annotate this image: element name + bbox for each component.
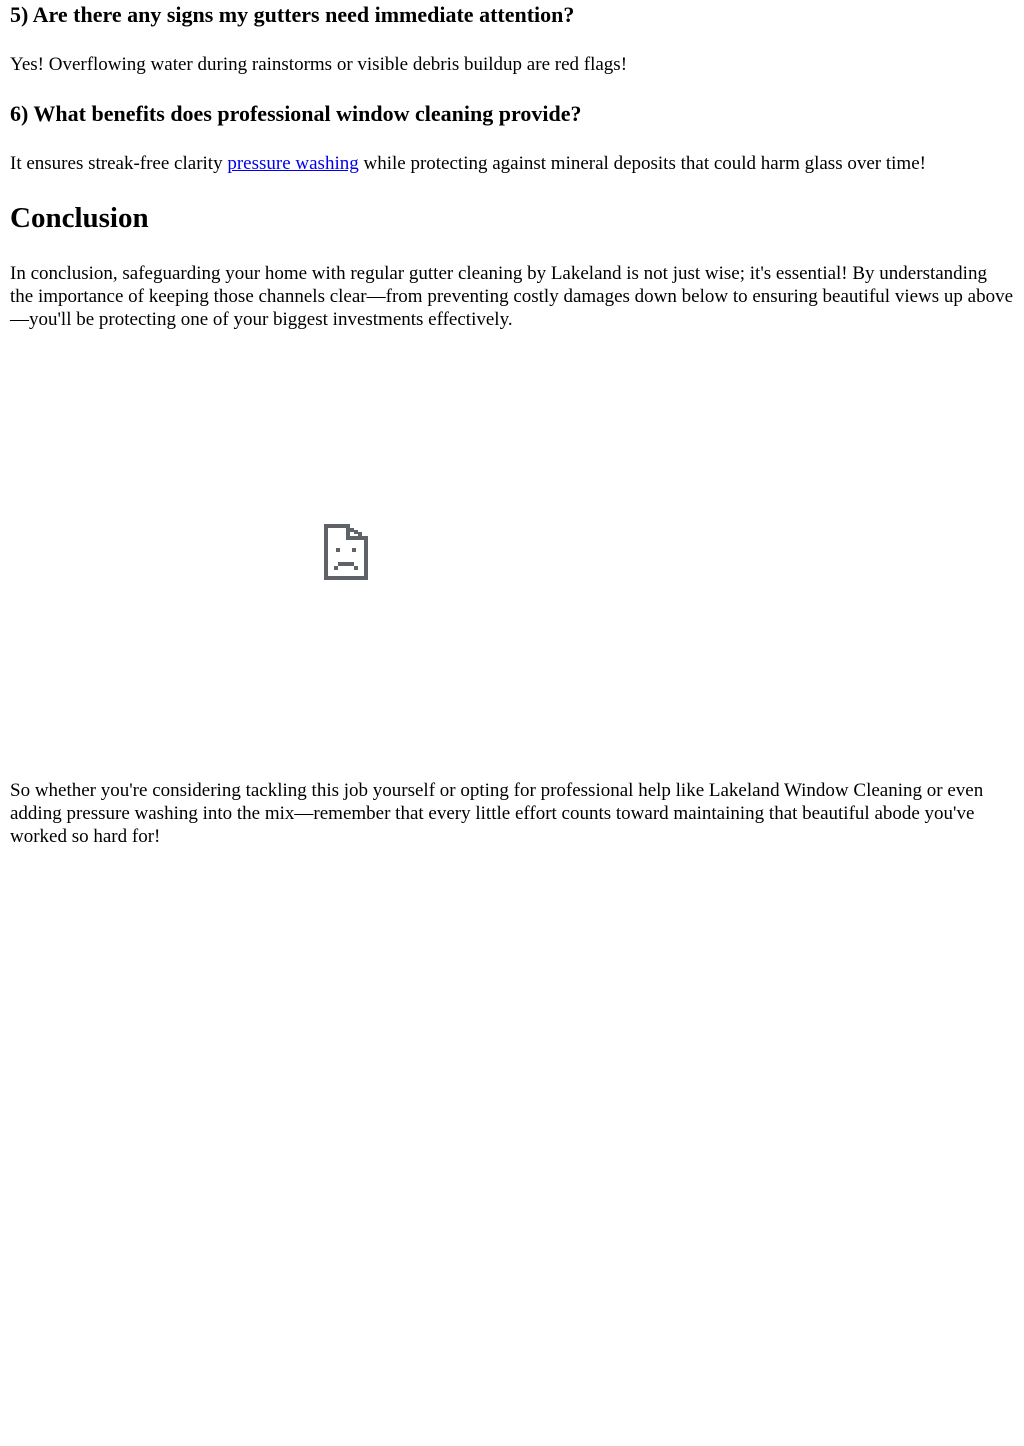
pressure-washing-link[interactable]: pressure washing: [227, 153, 359, 174]
conclusion-heading: Conclusion: [10, 202, 149, 234]
conclusion-paragraph-1: In conclusion, safeguarding your home with regular gutter cleaning by Lakeland is not just wise; it's essential! By understanding the importance of keeping those channels clear—from preventing costly damages down below to ensuring beautiful views up above—you'll be protecting one of your biggest investments effectively.: [10, 263, 1014, 330]
faq-answer-6-text-before: It ensures streak-free clarity: [10, 153, 228, 174]
faq-question-5: 5) Are there any signs my gutters need immediate attention?: [10, 2, 575, 27]
faq-answer-6-text-after: while protecting against mineral deposits that could harm glass over time!: [358, 153, 926, 174]
conclusion-paragraph-2: So whether you're considering tackling this job yourself or opting for professional help like Lakeland Window Cleaning or even adding pressure washing into the mix—remember that every little effort counts toward maintaining that beautiful abode you've worked so hard for!: [10, 780, 984, 847]
faq-answer-5: Yes! Overflowing water during rainstorms or visible debris buildup are red flags!: [10, 54, 628, 75]
faq-question-6: 6) What benefits does professional window cleaning provide?: [10, 101, 582, 126]
broken-embed-frame: [10, 348, 682, 754]
sad-page-icon: [324, 524, 368, 580]
faq-answer-6: [10, 152, 1014, 175]
